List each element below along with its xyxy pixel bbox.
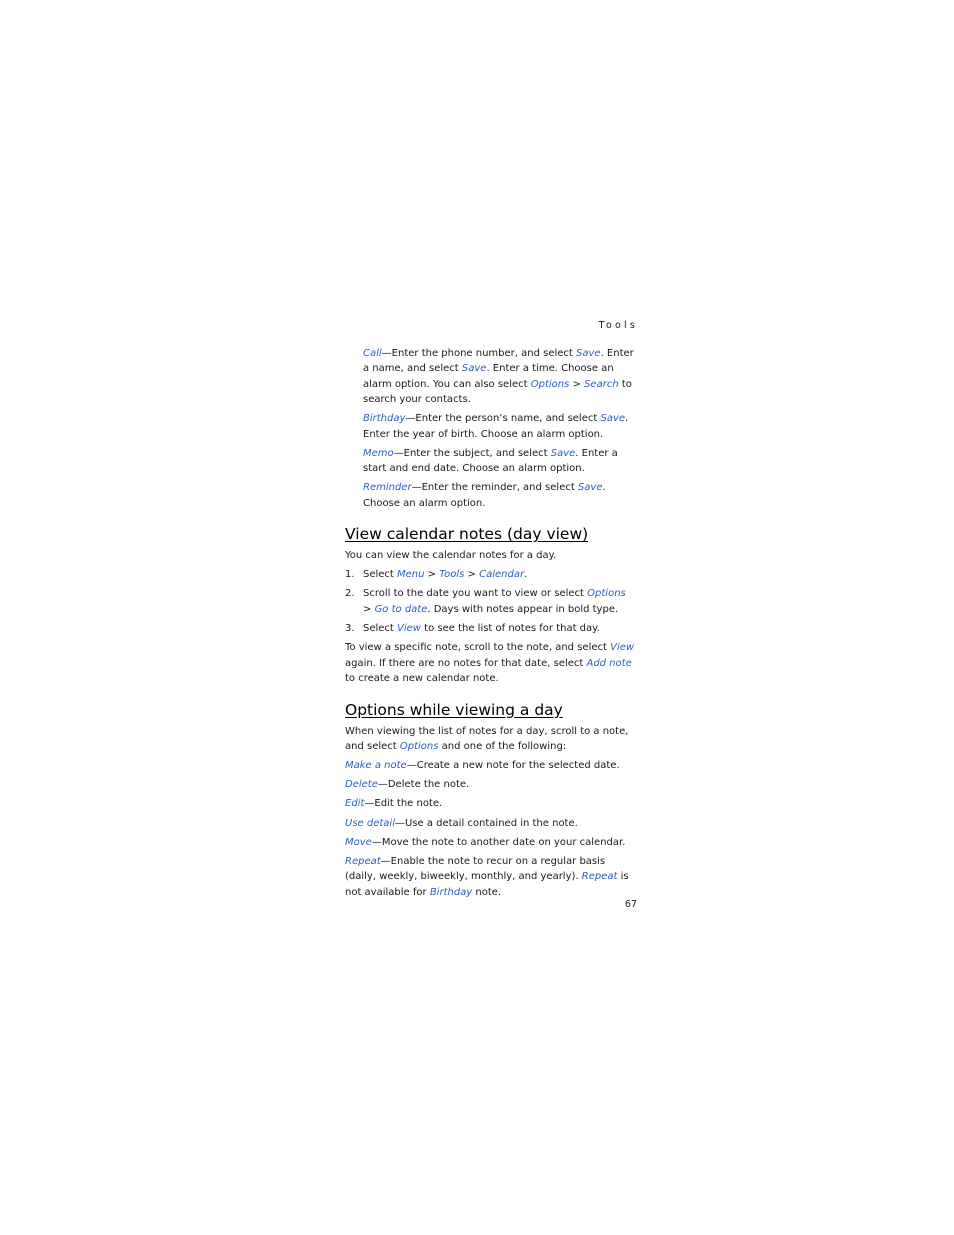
step-item bbox=[345, 567, 637, 583]
option-item-repeat: Repeat—Enable the note to recur on a regular basis (daily, weekly, biweekly, monthly, and yearly). Repeat is not available for Birthday note. bbox=[345, 855, 629, 898]
step-text: Select Menu > Tools > Calendar. bbox=[363, 569, 528, 581]
section-intro: When viewing the list of notes for a day, scroll to a note, and select Options and one of the following: bbox=[345, 725, 629, 753]
section-outro: To view a specific note, scroll to the note, and select View again. If there are no notes for that date, select Add note to create a new calendar note. bbox=[345, 642, 635, 685]
section-heading-options: Options while viewing a day bbox=[345, 700, 563, 719]
option-item-use-detail: Use detail—Use a detail contained in the note. bbox=[345, 817, 578, 829]
running-header: Tools bbox=[598, 320, 638, 331]
option-term: Make a note bbox=[345, 760, 407, 772]
option-term: Move bbox=[345, 836, 372, 848]
option-term: Delete bbox=[345, 779, 378, 791]
option-term: Edit bbox=[345, 798, 365, 810]
section-intro: You can view the calendar notes for a day. bbox=[345, 550, 557, 562]
step-number: 2. bbox=[345, 588, 355, 600]
option-item-delete: Delete—Delete the note. bbox=[345, 779, 470, 791]
option-item-make-a-note: Make a note—Create a new note for the selected date. bbox=[345, 760, 620, 772]
note-type-reminder: Reminder—Enter the reminder, and select Save. Choose an alarm option. bbox=[363, 482, 606, 509]
manual-page bbox=[345, 318, 637, 904]
page-number: 67 bbox=[624, 899, 637, 910]
step-item bbox=[345, 586, 637, 617]
note-type-list bbox=[363, 346, 637, 512]
step-item bbox=[345, 621, 637, 637]
note-type-birthday: Birthday—Enter the person’s name, and select Save. Enter the year of birth. Choose an alarm option. bbox=[363, 413, 629, 440]
section-heading-view-notes: View calendar notes (day view) bbox=[345, 525, 589, 544]
step-text: Select View to see the list of notes for that day. bbox=[363, 623, 600, 635]
note-type-call: Call—Enter the phone number, and select Save. Enter a name, and select Save. Enter a time. Choose an alarm option. You can also select Options > Search to search your contacts. bbox=[363, 347, 634, 405]
option-term: Repeat bbox=[345, 855, 381, 867]
option-item-edit: Edit—Edit the note. bbox=[345, 798, 443, 810]
option-term: Memo bbox=[363, 447, 394, 459]
option-item-move: Move—Move the note to another date on your calendar. bbox=[345, 836, 626, 848]
note-type-memo: Memo—Enter the subject, and select Save. Enter a start and end date. Choose an alarm option. bbox=[363, 447, 618, 475]
step-number: 1. bbox=[345, 569, 355, 581]
option-term: Reminder bbox=[363, 482, 412, 494]
step-text: Scroll to the date you want to view or select Options > Go to date. Days with notes appear in bold type. bbox=[363, 588, 626, 615]
option-term: Call bbox=[363, 347, 382, 359]
option-term: Birthday bbox=[363, 413, 406, 425]
option-term: Use detail bbox=[345, 817, 395, 829]
step-number: 3. bbox=[345, 623, 355, 635]
